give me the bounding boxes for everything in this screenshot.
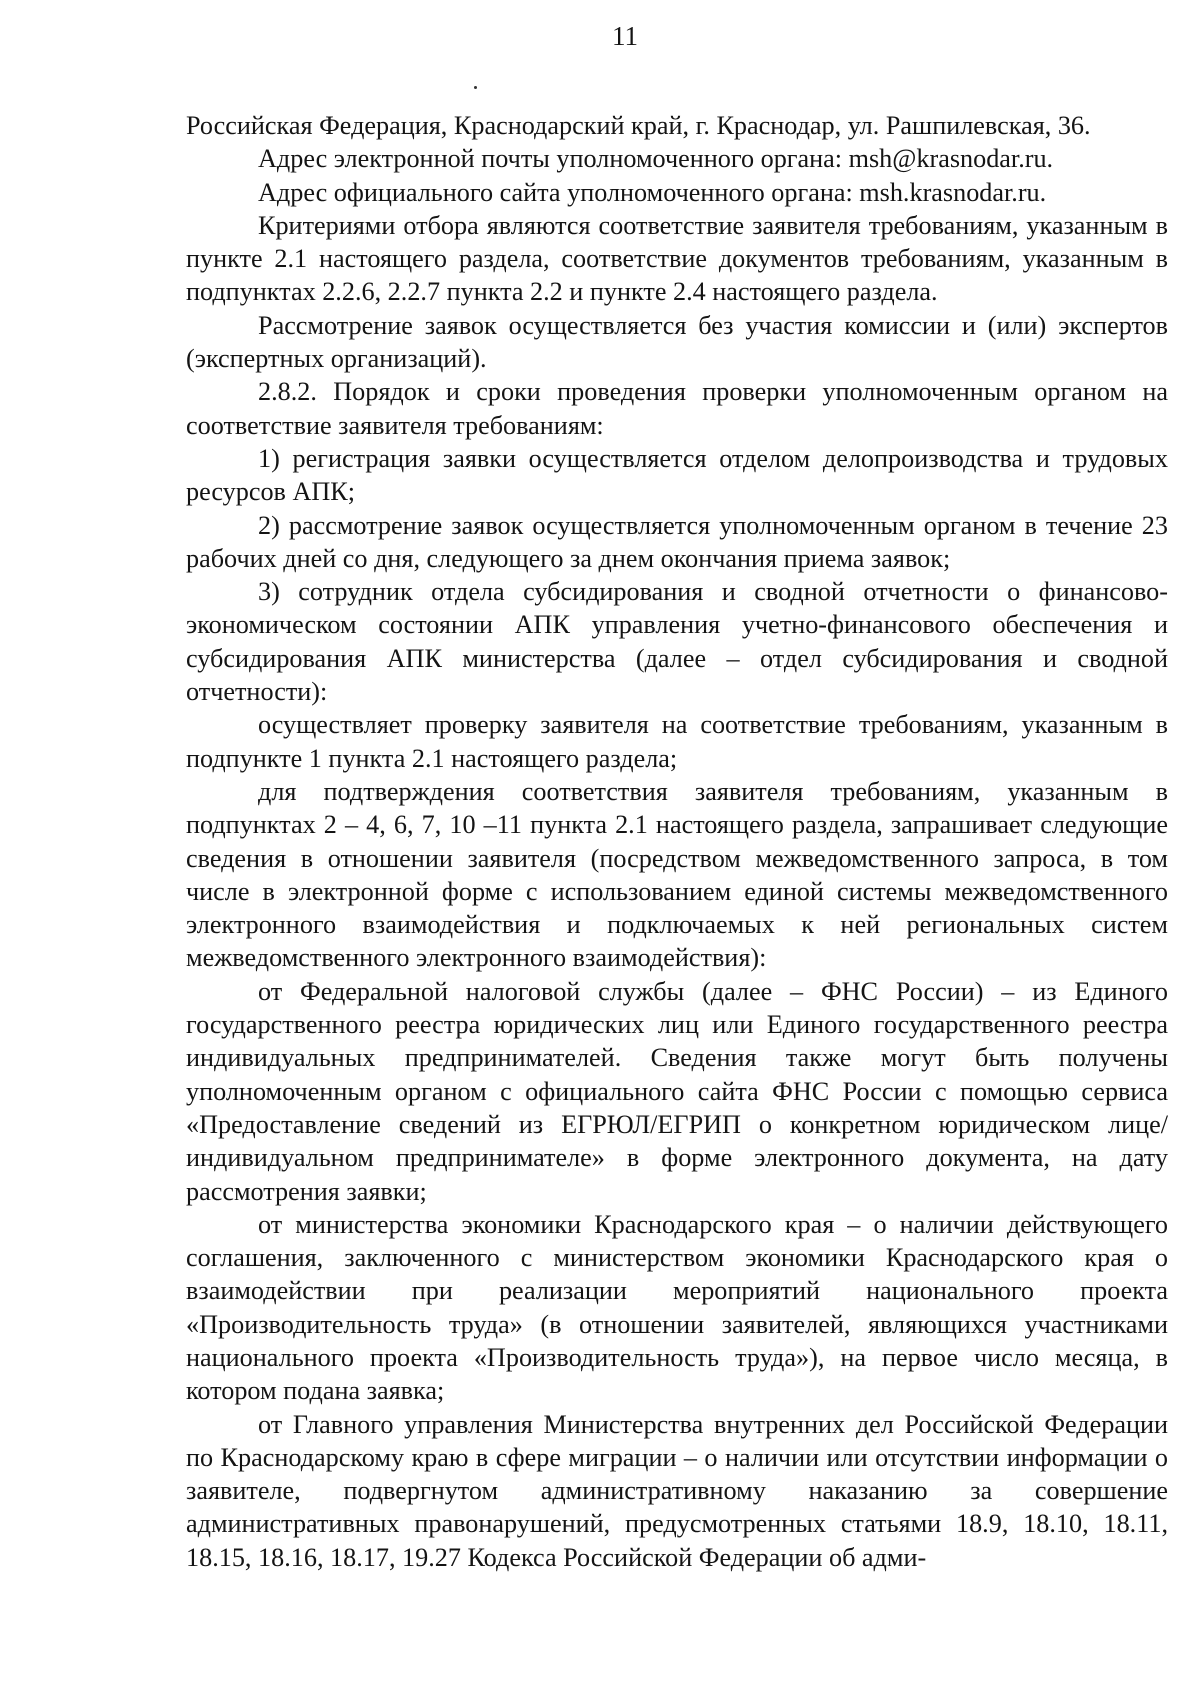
document-body [186, 109, 1168, 1574]
page-number: 11 [612, 21, 638, 51]
paragraph: осуществляет проверку заявителя на соответствие требованиям, указанным в подпункте 1 пункта 2.1 настоящего раздела; [186, 710, 1168, 773]
paragraph: Адрес официального сайта уполномоченного органа: msh.krasnodar.ru. [258, 177, 1047, 207]
paragraph: Критериями отбора являются соответствие заявителя требованиям, указанным в пункте 2.1 настоящего раздела, соответствие документов требованиям, указанным в подпунктах 2.2.6, 2.2.7 пункта 2.2 и пункте 2.4 настоящего раздела. [186, 210, 1168, 307]
scan-artifact [474, 86, 477, 89]
paragraph: от Главного управления Министерства внутренних дел Российской Федерации по Краснодарскому краю в сфере миграции – о наличии или отсутствии информации о заявителе, подвергнутом административному наказанию за совершение административных правонарушений, предусмотренных статьями 18.9, 18.10, 18.11, 18.15, 18.16, 18.17, 19.27 Кодекса Российской Федерации об адми- [186, 1409, 1168, 1572]
paragraph: 2.8.2. Порядок и сроки проведения проверки уполномоченным органом на соответствие заявителя требованиям: [186, 377, 1168, 440]
list-item: 1) регистрация заявки осуществляется отделом делопроизводства и трудовых ресурсов АПК; [186, 443, 1168, 507]
paragraph: от министерства экономики Краснодарского края – о наличии действующего соглашения, заключенного с министерством экономики Краснодарского края о взаимодействии при реализации мероприятий национального проекта «Производительность труда» (в отношении заявителей, являющихся участниками национального проекта «Производительность труда»), на первое число месяца, в котором подана заявка; [186, 1209, 1168, 1406]
list-item: 3) сотрудник отдела субсидирования и сводной отчетности о финансово-экономическом состоянии АПК управления учетно-финансового обеспечения и субсидирования АПК министерства (далее – отдел субсидирования и сводной отчетности): [186, 577, 1168, 707]
paragraph: Российская Федерация, Краснодарский край, г. Краснодар, ул. Рашпилевская, 36. [186, 111, 1091, 140]
list-item: 2) рассмотрение заявок осуществляется уполномоченным органом в течение 23 рабочих дней со дня, следующего за днем окончания приема заявок; [186, 510, 1168, 573]
paragraph: для подтверждения соответствия заявителя требованиям, указанным в подпунктах 2 – 4, 6, 7, 10 –11 пункта 2.1 настоящего раздела, запрашивает следующие сведения в отношении заявителя (посредством межведомственного запроса, в том числе в электронной форме с использованием единой системы межведомственного электронного взаимодействия и подключаемых к ней региональных систем межведомственного электронного взаимодействия): [186, 776, 1168, 973]
paragraph: Рассмотрение заявок осуществляется без участия комиссии и (или) экспертов (экспертных организаций). [186, 310, 1168, 374]
paragraph: от Федеральной налоговой службы (далее – ФНС России) – из Единого государственного реестра юридических лиц или Единого государственного реестра индивидуальных предпринимателей. Сведения также могут быть получены уполномоченным органом с официального сайта ФНС России с помощью сервиса «Предоставление сведений из ЕГРЮЛ/ЕГРИП о конкретном юридическом лице/индивидуальном предпринимателе» в форме электронного документа, на дату рассмотрения заявки; [186, 976, 1168, 1206]
paragraph: Адрес электронной почты уполномоченного органа: msh@krasnodar.ru. [258, 144, 1054, 174]
